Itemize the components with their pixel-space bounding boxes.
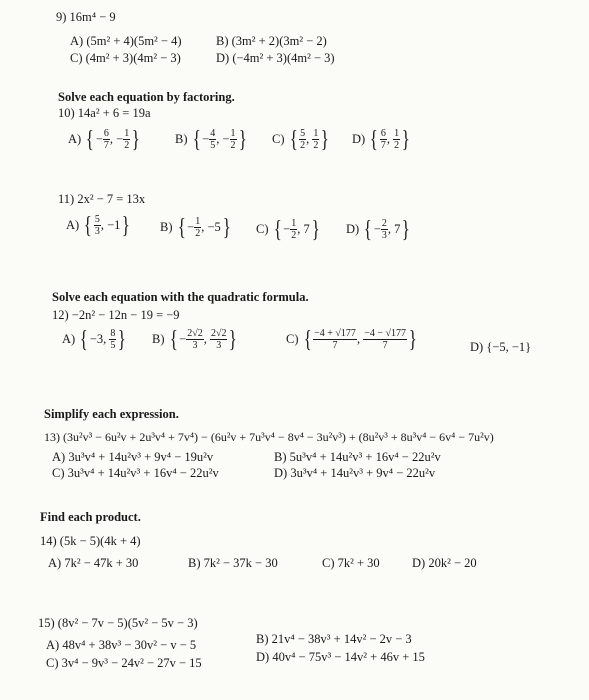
choice-text: 48v⁴ + 38v³ − 30v² − v − 5: [62, 638, 197, 652]
q12-choice-b[interactable]: B) { − $\frac{2√2}{3}$ , $\frac{2√2}{3}$ }: [152, 326, 238, 353]
q15-label: 15): [38, 616, 55, 630]
q11-expression: 2x² − 7 = 13x: [77, 192, 146, 206]
fraction: $\frac{6}{7}$: [380, 128, 386, 151]
q13-choice-b[interactable]: [274, 450, 441, 465]
choice-text: 40v⁴ − 75v³ − 14v² + 46v + 15: [272, 650, 425, 664]
choice-letter: A): [48, 556, 62, 570]
q15-choice-d[interactable]: [256, 650, 425, 665]
choice-text: 3u³v⁴ + 14u²v³ + 9v⁴ − 22u²v: [290, 466, 436, 480]
q9-expression: 16m⁴ − 9: [69, 10, 116, 24]
choice-text: 3u³v⁴ + 14u²v³ + 9v⁴ − 19u²v: [68, 450, 214, 464]
q11-prompt: [58, 192, 145, 207]
section-heading-simplify: Simplify each expression.: [44, 407, 179, 421]
q15-prompt: [38, 616, 198, 631]
q13-expression: (3u²v³ − 6u²v + 2u³v⁴ + 7v⁴) − (6u²v + 7u³v⁴ − 8v⁴ − 3u²v³) + (8u²v³ + 8u³v⁴ − 6v⁴ − 7u²v): [63, 430, 494, 444]
choice-letter: A): [62, 332, 76, 346]
choice-letter: C): [52, 466, 65, 480]
choice-letter: B): [160, 220, 173, 234]
q11-choice-a[interactable]: A) { $\frac{5}{3}$ , −1 }: [66, 212, 131, 239]
q9-choice-d[interactable]: [216, 51, 335, 66]
q10-prompt: [58, 106, 151, 121]
q12-choice-d[interactable]: [470, 340, 531, 355]
q15-choice-b[interactable]: [256, 632, 412, 647]
choice-letter: C): [272, 132, 285, 146]
section-heading-product: Find each product.: [40, 510, 141, 524]
choice-text: (3m² + 2)(3m² − 2): [231, 34, 327, 48]
q14-expression: (5k − 5)(4k + 4): [59, 534, 141, 548]
choice-text: 20k² − 20: [428, 556, 477, 570]
set-rest: , −5: [201, 220, 221, 234]
choice-letter: C): [256, 222, 269, 236]
q12-choice-c[interactable]: C) { $\frac{-4 + √177}{7}$ , $\frac{-4 - √177}{7}$ }: [286, 326, 417, 353]
q10-label: 10): [58, 106, 75, 120]
fraction: $\frac{1}{2}$: [195, 216, 201, 239]
section-heading-quadratic: Solve each equation with the quadratic formula.: [52, 290, 309, 304]
choice-letter: A): [52, 450, 66, 464]
choice-letter: D): [274, 466, 288, 480]
choice-letter: A): [46, 638, 60, 652]
choice-letter: B): [188, 556, 201, 570]
choice-letter: B): [175, 132, 188, 146]
fraction: $\frac{-4 - √177}{7}$: [364, 328, 406, 351]
q11-choice-d[interactable]: D) { − $\frac{2}{3}$ , 7 }: [346, 216, 411, 243]
q9-choice-a[interactable]: [70, 34, 182, 49]
fraction: $\frac{1}{2}$: [313, 128, 319, 151]
fraction: $\frac{6}{7}$: [103, 128, 109, 151]
choice-letter: B): [274, 450, 287, 464]
choice-letter: D): [412, 556, 426, 570]
choice-letter: D): [470, 340, 484, 354]
q13-label: 13): [44, 430, 60, 444]
q9-prompt: [56, 10, 116, 25]
set-rest: , 7: [387, 222, 401, 236]
choice-text: 7k² + 30: [337, 556, 380, 570]
q10-choice-a[interactable]: A) { − $\frac{6}{7}$ , − $\frac{1}{2}$ }: [68, 126, 141, 153]
fraction: $\frac{1}{2}$: [230, 128, 236, 151]
q10-choice-b[interactable]: B) { − $\frac{4}{5}$ , − $\frac{1}{2}$ }: [175, 126, 247, 153]
choice-text: {−5, −1}: [486, 340, 532, 354]
sign: −: [222, 132, 230, 146]
fraction: $\frac{2√2}{3}$: [210, 328, 227, 351]
fraction: $\frac{8}{5}$: [110, 328, 116, 351]
q14-choice-a[interactable]: [48, 556, 138, 571]
q14-choice-b[interactable]: [188, 556, 278, 571]
q14-choice-c[interactable]: [322, 556, 380, 571]
section-heading-factoring: Solve each equation by factoring.: [58, 90, 235, 104]
choice-letter: D): [352, 132, 366, 146]
fraction: $\frac{5}{2}$: [300, 128, 306, 151]
choice-text: 3u³v⁴ + 14u²v³ + 16v⁴ − 22u²v: [67, 466, 219, 480]
choice-text: 7k² − 47k + 30: [64, 556, 139, 570]
fraction: $\frac{2}{3}$: [381, 218, 387, 241]
choice-text: (−4m² + 3)(4m² − 3): [232, 51, 335, 65]
choice-text: 21v⁴ − 38v³ + 14v² − 2v − 3: [271, 632, 412, 646]
q14-choice-d[interactable]: [412, 556, 477, 571]
q11-choice-c[interactable]: C) { − $\frac{1}{2}$ , 7 }: [256, 216, 320, 243]
sign: −: [202, 132, 210, 146]
q10-expression: 14a² + 6 = 19a: [77, 106, 151, 120]
fraction: $\frac{-4 + √177}{7}$: [314, 328, 356, 351]
choice-letter: C): [322, 556, 335, 570]
fraction: $\frac{1}{2}$: [124, 128, 130, 151]
sign: −: [373, 222, 381, 236]
choice-letter: C): [70, 51, 83, 65]
q15-expression: (8v² − 7v − 5)(5v² − 5v − 3): [57, 616, 198, 630]
sign: −: [187, 220, 195, 234]
q15-choice-a[interactable]: [46, 638, 196, 653]
choice-letter: D): [256, 650, 270, 664]
q12-expression: −2n² − 12n − 19 = −9: [71, 308, 180, 322]
sign: −: [95, 132, 103, 146]
q12-choice-a[interactable]: A) { −3, $\frac{8}{5}$ }: [62, 326, 127, 353]
q9-choice-b[interactable]: [216, 34, 327, 49]
choice-text: 7k² − 37k − 30: [203, 556, 278, 570]
fraction: $\frac{1}{2}$: [394, 128, 400, 151]
q10-choice-c[interactable]: C) { $\frac{5}{2}$ , $\frac{1}{2}$ }: [272, 126, 330, 153]
fraction: $\frac{4}{5}$: [210, 128, 216, 151]
choice-letter: D): [346, 222, 360, 236]
choice-text: 5u³v⁴ + 14u²v³ + 16v⁴ − 22u²v: [289, 450, 441, 464]
choice-letter: B): [152, 332, 165, 346]
choice-text: (4m² + 3)(4m² − 3): [85, 51, 181, 65]
choice-letter: C): [286, 332, 299, 346]
choice-letter: B): [256, 632, 269, 646]
choice-text: 3v⁴ − 9v³ − 24v² − 27v − 15: [61, 656, 202, 670]
sign: −: [116, 132, 124, 146]
q11-label: 11): [58, 192, 75, 206]
q9-choice-c[interactable]: [70, 51, 181, 66]
choice-letter: A): [70, 34, 84, 48]
q12-prompt: [52, 308, 180, 323]
fraction: $\frac{1}{2}$: [291, 218, 297, 241]
q12-label: 12): [52, 308, 69, 322]
choice-letter: C): [46, 656, 59, 670]
choice-letter: B): [216, 34, 229, 48]
fraction: $\frac{5}{3}$: [94, 214, 100, 237]
set-rest: , 7: [297, 222, 310, 236]
q11-choice-b[interactable]: B) { − $\frac{1}{2}$ , −5 }: [160, 214, 231, 241]
choice-letter: A): [68, 132, 82, 146]
set-first: −3,: [89, 332, 107, 346]
q13-prompt: [44, 430, 494, 445]
choice-letter: A): [66, 218, 80, 232]
choice-letter: D): [216, 51, 230, 65]
set-rest: , −1: [100, 218, 121, 232]
q9-label: 9): [56, 10, 67, 24]
q13-choice-c[interactable]: [52, 466, 219, 481]
choice-text: (5m² + 4)(5m² − 4): [86, 34, 182, 48]
sign: −: [283, 222, 291, 236]
q14-label: 14): [40, 534, 57, 548]
q10-choice-d[interactable]: D) { $\frac{6}{7}$ , $\frac{1}{2}$ }: [352, 126, 410, 153]
q13-choice-a[interactable]: [52, 450, 213, 465]
q13-choice-d[interactable]: [274, 466, 435, 481]
fraction: $\frac{2√2}{3}$: [187, 328, 203, 351]
q15-choice-c[interactable]: [46, 656, 202, 671]
q14-prompt: [40, 534, 141, 549]
